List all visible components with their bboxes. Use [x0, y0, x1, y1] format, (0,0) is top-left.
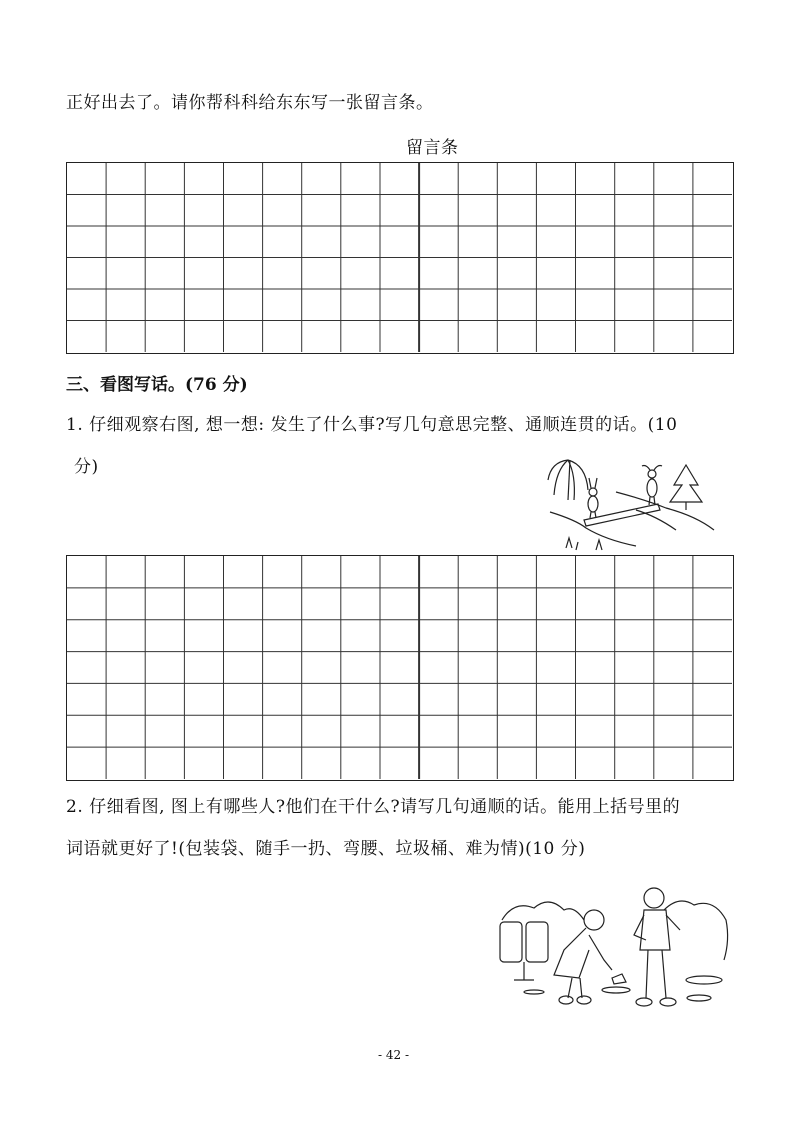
- children-litter-illustration: [494, 880, 734, 1020]
- page-number: - 42 -: [378, 1048, 410, 1062]
- rabbit-and-goat-on-log-bridge-icon: [546, 450, 716, 554]
- section-3-heading: 三、看图写话。(76 分): [66, 375, 248, 395]
- intro-text-line: 正好出去了。请你帮科科给东东写一张留言条。: [66, 93, 434, 113]
- writing-grid-question-1[interactable]: [66, 555, 734, 781]
- children-picking-up-litter-icon: [494, 880, 734, 1020]
- rabbit-goat-bridge-illustration: [546, 450, 716, 554]
- question-2-text-cont: 词语就更好了!(包装袋、随手一扔、弯腰、垃圾桶、难为情)(10 分): [66, 839, 586, 859]
- writing-grid-note[interactable]: [66, 162, 734, 354]
- question-2-text: 2. 仔细看图, 图上有哪些人?他们在干什么?请写几句通顺的话。能用上括号里的: [66, 797, 681, 817]
- question-1-text-cont: 分): [74, 457, 99, 477]
- note-title: 留言条: [406, 138, 459, 158]
- grid-lines: [67, 556, 732, 779]
- question-1-text: 1. 仔细观察右图, 想一想: 发生了什么事?写几句意思完整、通顺连贯的话。(10: [66, 415, 678, 435]
- grid-lines: [67, 163, 732, 352]
